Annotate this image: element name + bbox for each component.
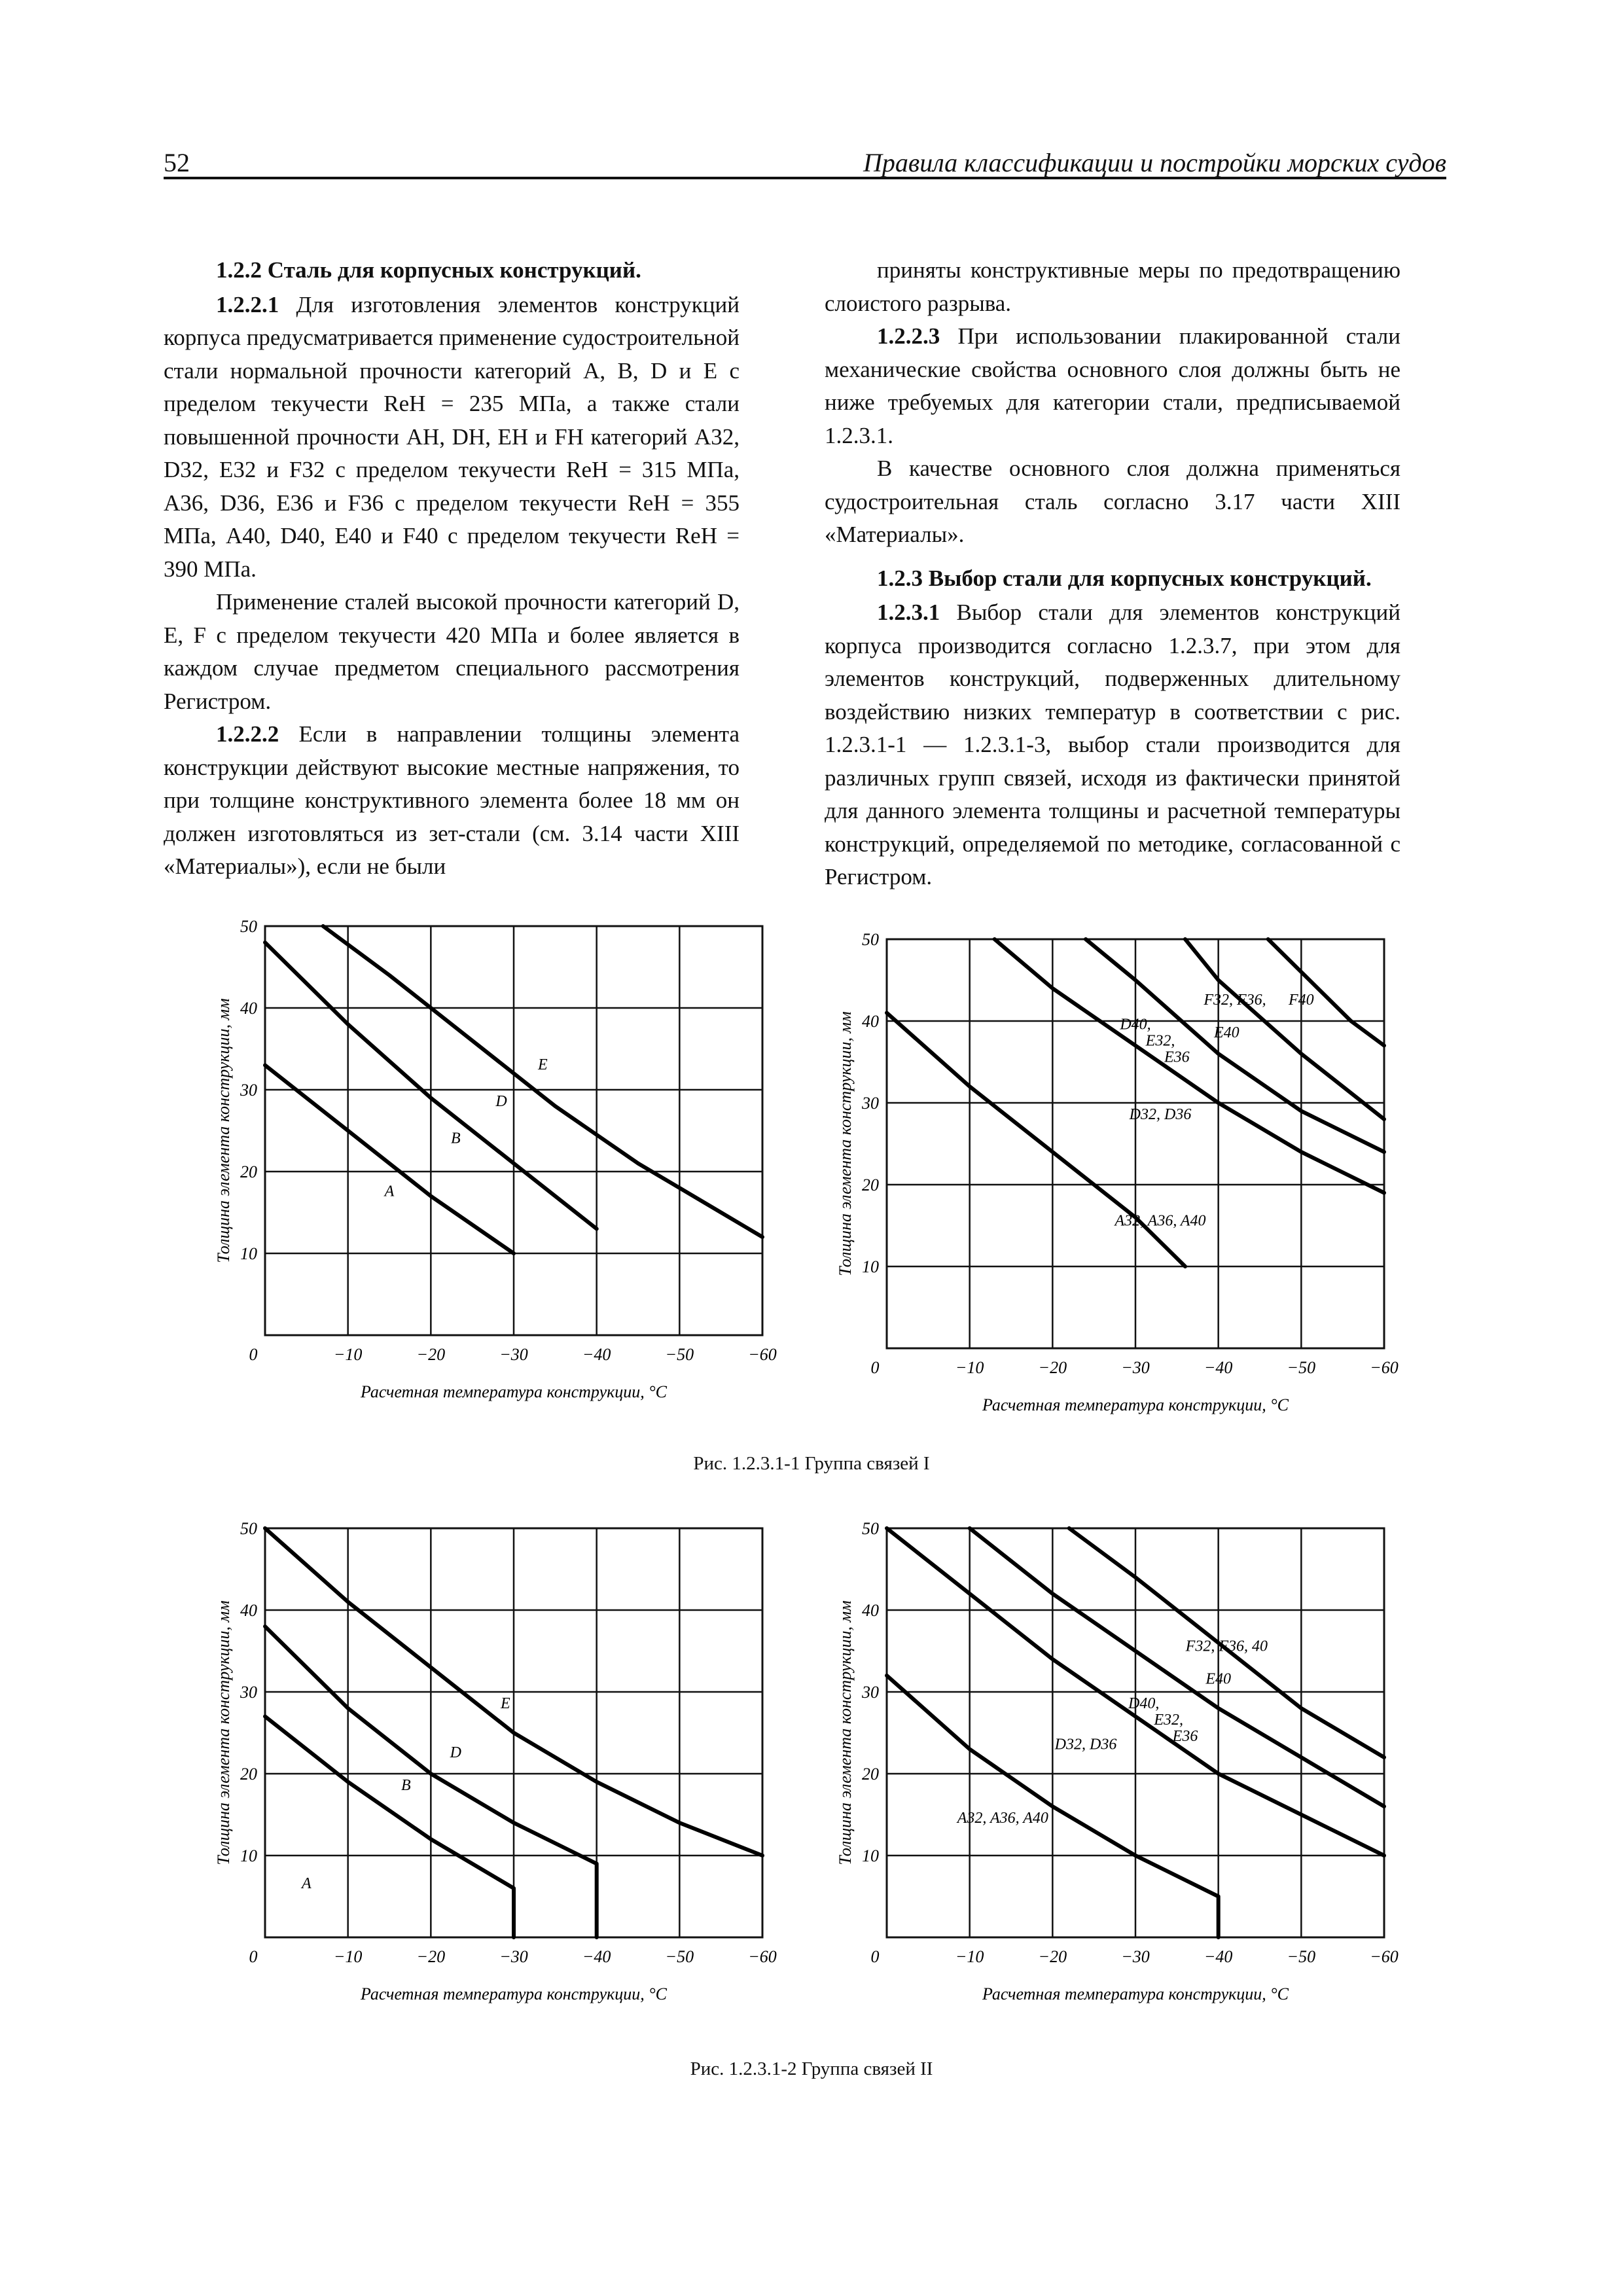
section-number: 1.2.2 Сталь для корпусных конструкций. <box>216 257 641 283</box>
curve-label: A <box>384 1183 395 1200</box>
figure2-caption: Рис. 1.2.3.1-2 Группа связей II <box>690 2058 933 2079</box>
y-tick-label: 10 <box>862 1257 879 1276</box>
paragraph <box>164 289 740 586</box>
x-tick-label: −20 <box>416 1345 446 1364</box>
y-tick-label: 50 <box>240 917 257 936</box>
x-tick-label: −30 <box>499 1345 528 1364</box>
curve-label: D <box>495 1093 507 1110</box>
y-tick-label: 40 <box>862 1601 879 1620</box>
paragraph-text: При использовании плакированной стали механические свойства основного слоя должны быть не ниже требуемых для категории стали, предписываемой 1.2.3.1. <box>825 323 1400 448</box>
series-line-f40 <box>1268 939 1384 1046</box>
header-rule <box>164 177 1446 179</box>
paragraph-text: Для изготовления элементов конструкций корпуса предусматривается применение судостроительной стали нормальной прочности категорий A, B, D и E с пределом текучести ReH = 235 МПа, а также стали повышенной прочности AH, DH, EH и FH категорий A32, D32, E32 и F32 с пределом текучести ReH = 315 МПа, A36, D36, E36 и F36 с пределом текучести ReH = 355 МПа, A40, D40, E40 и F40 с пределом текучести ReH = 390 МПа. <box>164 291 740 582</box>
curve-label: B <box>450 1130 461 1147</box>
y-tick-label: 30 <box>862 1683 879 1702</box>
curve-label: A32, A36, A40 <box>1115 1212 1206 1230</box>
series-line-b <box>265 1717 514 1938</box>
y-tick-label: 50 <box>862 1519 879 1538</box>
y-axis-label: Толщина элемента конструкции, мм <box>836 1011 855 1276</box>
section-number: 1.2.3 Выбор стали для корпусных конструкций. <box>877 565 1372 591</box>
y-tick-label: 10 <box>862 1846 879 1865</box>
paragraph-text: Выбор стали для элементов конструкций корпуса производится согласно 1.2.3.7, при этом для элементов конструкций, подверженных длительному воздействию низких температур в соответствии с рис. 1.2.3.1-1 — 1.2.3.1-3, выбор стали производится для различных групп связей, исходя из фактически принятой для данного элемента толщины и расчетной температуры конструкций, определяемой по методике, согласованной с Регистром. <box>825 600 1400 889</box>
x-tick-label: −30 <box>499 1947 528 1966</box>
x-tick-label: −40 <box>1204 1947 1233 1966</box>
x-tick-label: −20 <box>1038 1358 1067 1377</box>
left-text-column <box>164 254 740 884</box>
paragraph <box>164 254 740 287</box>
x-tick-label: −20 <box>416 1947 446 1966</box>
x-tick-label: −40 <box>1204 1358 1233 1377</box>
y-axis-label: Толщина элемента конструкции, мм <box>214 1600 233 1865</box>
x-tick-label: 0 <box>870 1947 880 1966</box>
y-tick-label: 30 <box>240 1081 257 1100</box>
x-tick-label: −60 <box>748 1345 777 1364</box>
paragraph <box>825 452 1400 552</box>
curve-label: E32, <box>1154 1712 1184 1729</box>
y-tick-label: 40 <box>240 1601 257 1620</box>
y-tick-label: 40 <box>240 999 257 1018</box>
y-tick-label: 10 <box>240 1244 257 1263</box>
section-number: 1.2.2.2 <box>216 721 279 747</box>
x-tick-label: −10 <box>333 1947 363 1966</box>
x-tick-label: 0 <box>249 1345 258 1364</box>
y-tick-label: 20 <box>862 1175 879 1194</box>
curve-label: D32, D36 <box>1129 1106 1192 1123</box>
curve-label: E36 <box>1172 1728 1198 1745</box>
x-tick-label: −60 <box>748 1947 777 1966</box>
x-tick-label: −50 <box>1287 1947 1316 1966</box>
right-text-column <box>825 254 1400 894</box>
y-tick-label: 20 <box>862 1765 879 1784</box>
x-tick-label: −20 <box>1038 1947 1067 1966</box>
curve-label: F32, F36, 40 <box>1185 1638 1268 1655</box>
curve-label: A32, A36, A40 <box>957 1810 1048 1827</box>
x-tick-label: −10 <box>955 1358 984 1377</box>
paragraph <box>825 254 1400 320</box>
x-tick-label: 0 <box>249 1947 258 1966</box>
page-number: 52 <box>164 148 190 177</box>
curve-label: D40, <box>1128 1695 1160 1712</box>
x-tick-label: −10 <box>955 1947 984 1966</box>
x-axis-label: Расчетная температура конструкции, °С <box>982 1984 1289 2003</box>
y-axis-label: Толщина элемента конструкции, мм <box>836 1600 855 1865</box>
curve-label: D32, D36 <box>1054 1736 1117 1753</box>
paragraph-text: Применение сталей высокой прочности категорий D, E, F с пределом текучести 420 МПа и более является в каждом случае предметом специального рассмотрения Регистром. <box>164 589 740 714</box>
x-tick-label: −50 <box>665 1947 694 1966</box>
paragraph-text: приняты конструктивные меры по предотвращению слоистого разрыва. <box>825 257 1400 316</box>
y-tick-label: 20 <box>240 1765 257 1784</box>
section-number: 1.2.2.3 <box>877 323 940 349</box>
curve-label: F32, F36, <box>1204 992 1266 1009</box>
x-axis-label: Расчетная температура конструкции, °С <box>360 1382 668 1401</box>
x-tick-label: −40 <box>582 1947 611 1966</box>
section-number: 1.2.3.1 <box>877 600 940 625</box>
curve-label: E36 <box>1164 1049 1190 1066</box>
series-line-d40-e32-e36 <box>970 1528 1384 1806</box>
chart-group2-normal <box>203 1502 825 2039</box>
y-tick-label: 10 <box>240 1846 257 1865</box>
y-tick-label: 20 <box>240 1162 257 1181</box>
curve-label: A <box>301 1875 312 1892</box>
x-tick-label: −50 <box>665 1345 694 1364</box>
curve-label: E32, <box>1145 1032 1175 1050</box>
figure1-caption: Рис. 1.2.3.1-1 Группа связей I <box>693 1453 930 1474</box>
x-tick-label: −40 <box>582 1345 611 1364</box>
page-header <box>164 147 1446 179</box>
x-tick-label: −60 <box>1370 1947 1399 1966</box>
paragraph-text: Если в направлении толщины элемента конструкции действуют высокие местные напряжения, то при толщине конструктивного элемента более 18 мм он должен изготовляться из зет-стали (см. 3.14 части XIII «Материалы»), если не были <box>164 721 740 879</box>
series-line-b <box>265 1066 514 1254</box>
curve-label: E <box>537 1056 548 1073</box>
y-tick-label: 50 <box>240 1519 257 1538</box>
x-tick-label: −30 <box>1121 1947 1150 1966</box>
paragraph <box>825 562 1400 596</box>
paragraph <box>825 320 1400 452</box>
section-number: 1.2.2.1 <box>216 291 279 317</box>
x-axis-label: Расчетная температура конструкции, °С <box>360 1984 668 2003</box>
y-axis-label: Толщина элемента конструкции, мм <box>214 998 233 1263</box>
paragraph-text: В качестве основного слоя должна применяться судостроительная сталь согласно 3.17 части XIII «Материалы». <box>825 456 1400 547</box>
x-tick-label: 0 <box>870 1358 880 1377</box>
x-tick-label: −50 <box>1287 1358 1316 1377</box>
chart-group1-normal <box>203 900 825 1437</box>
curve-label: D40, <box>1120 1016 1151 1033</box>
curve-label: D <box>450 1744 462 1761</box>
chart-group2-high <box>825 1502 1453 2039</box>
x-tick-label: −60 <box>1370 1358 1399 1377</box>
curve-label: E <box>500 1695 510 1712</box>
x-tick-label: −10 <box>333 1345 363 1364</box>
y-tick-label: 50 <box>862 930 879 949</box>
running-title: Правила классификации и постройки морских судов <box>863 148 1446 177</box>
paragraph <box>164 718 740 884</box>
paragraph <box>164 586 740 718</box>
y-tick-label: 30 <box>862 1094 879 1113</box>
curve-label: E40 <box>1205 1670 1232 1688</box>
curve-label: F40 <box>1288 992 1314 1009</box>
curve-label: E40 <box>1213 1024 1240 1041</box>
y-tick-label: 40 <box>862 1012 879 1031</box>
y-tick-label: 30 <box>240 1683 257 1702</box>
x-tick-label: −30 <box>1121 1358 1150 1377</box>
paragraph <box>825 596 1400 894</box>
chart-group1-high <box>825 913 1453 1450</box>
x-axis-label: Расчетная температура конструкции, °С <box>982 1395 1289 1414</box>
curve-label: B <box>401 1777 411 1794</box>
